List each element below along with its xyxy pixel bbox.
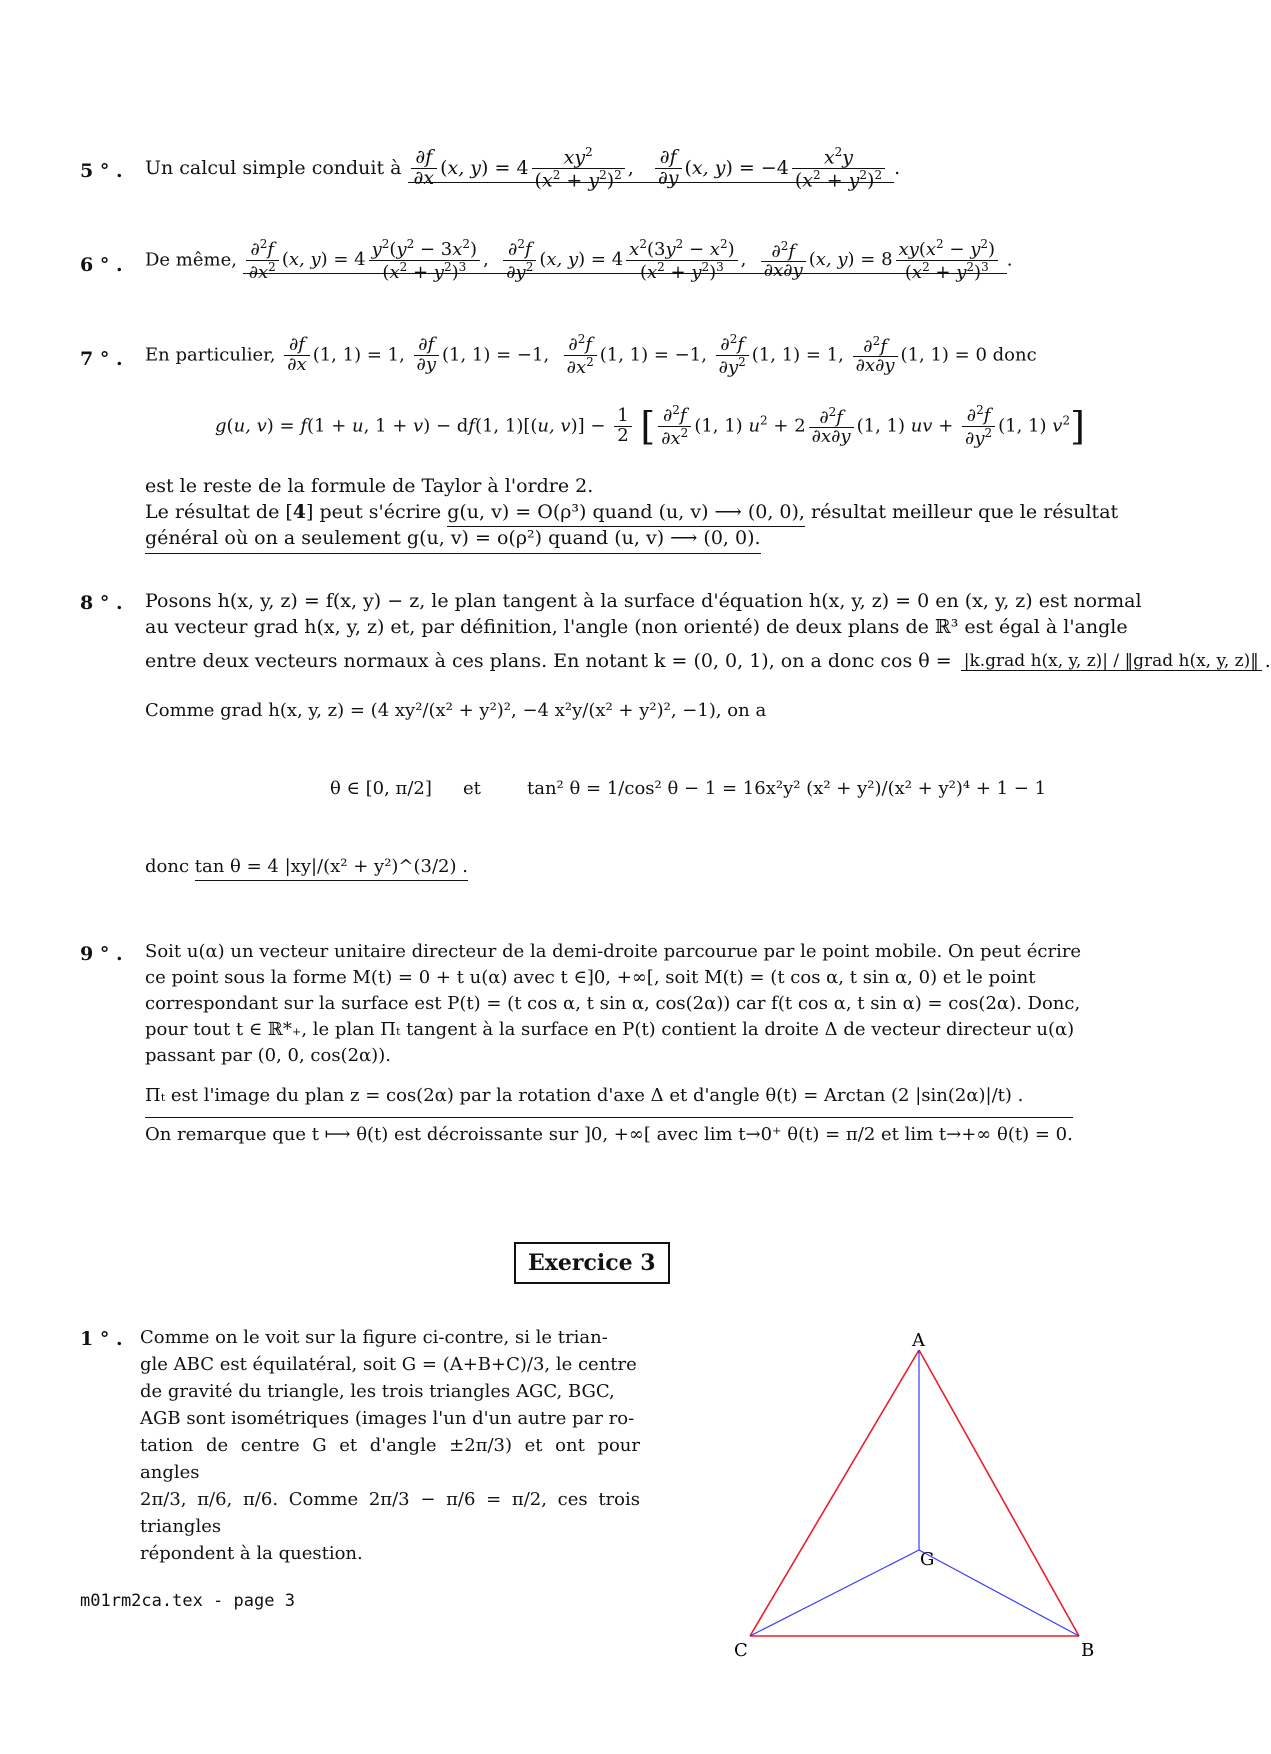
item-9-line: Soit u(α) un vecteur unitaire directeur de la demi-droite parcourue par le point mobile. On peut écrire	[145, 941, 1082, 962]
label-G: G	[920, 1549, 935, 1570]
item-7-text: En particulier,	[145, 344, 276, 366]
item-9	[145, 939, 1092, 1148]
item-9-line: correspondant sur la surface est P(t) = (t cos α, t sin α, cos(2α)) car f(t cos α, t sin α) = cos(2α). Donc,	[145, 993, 1081, 1014]
item-7-line: Le résultat de [4] peut s'écrire g(u, v) = O(ρ³) quand (u, v) ⟶ (0, 0), résultat meilleur que le résultat	[145, 499, 1092, 525]
label-A: A	[912, 1330, 925, 1351]
exercise-item-1-number: 1 ° .	[80, 1328, 123, 1350]
item-7-line: est le reste de la formule de Taylor à l'ordre 2.	[145, 475, 594, 497]
item-8-line: entre deux vecteurs normaux à ces plans. En notant k = (0, 0, 1), on a donc cos θ = |k.grad h(x, y, z)| / ‖grad h(x, y, z)‖ .	[145, 650, 1271, 672]
exercise-title: Exercice 3	[514, 1242, 670, 1284]
item-7-conclusion	[145, 473, 1119, 551]
item-5-formula: $\frac{\partial f}{\partial x}$ (x, y) = 4 $\frac{xy^2}{(x^2 + y^2)^2}$ , $\frac{\partial f}{\partial y}$ (x, y) = −4 $\frac{x^2y}{(x^2 + y^2)^2}$	[408, 157, 895, 183]
triangle-figure	[720, 1330, 1120, 1670]
item-9-line: pour tout t ∈ ℝ*₊, le plan Πₜ tangent à la surface en P(t) contient la droite Δ de vecteur directeur u(α)	[145, 1019, 1075, 1040]
item-8-line: Posons h(x, y, z) = f(x, y) − z, le plan tangent à la surface d'équation h(x, y, z) = 0 en (x, y, z) est normal	[145, 590, 1142, 612]
item-9-number: 9 ° .	[80, 943, 123, 965]
item-8-theta-range: θ ∈ [0, π/2]	[330, 778, 432, 799]
item-9-line: On remarque que t ⟼ θ(t) est décroissante sur ]0, +∞[ avec lim t→0⁺ θ(t) = π/2 et lim t→+∞ θ(t) = 0.	[145, 1117, 1073, 1148]
exercise-line: tation de centre G et d'angle ±2π/3) et ont pour angles	[140, 1435, 640, 1483]
item-8-line: au vecteur grad h(x, y, z) et, par définition, l'angle (non orienté) de deux plans de ℝ³ est égal à l'angle	[145, 616, 1128, 638]
item-7-number: 7 ° .	[80, 348, 123, 370]
item-9-line: ce point sous la forme M(t) = 0 + t u(α) avec t ∈]0, +∞[, soit M(t) = (t cos α, t sin α, 0) et le point	[145, 967, 1036, 988]
item-8-number: 8 ° .	[80, 592, 123, 614]
item-8-tan2: tan² θ = 1/cos² θ − 1 = 16x²y² (x² + y²)/(x² + y²)⁴ + 1 − 1	[527, 778, 1047, 799]
item-5: Un calcul simple conduit à $\frac{\partial f}{\partial x}$ (x, y) = 4 $\frac{xy^2}{(x^2 + y^2)^2}$ , $\frac{\partial f}{\partial y}$ (x, y) = −4 $\frac{x^2y}{(x^2 + y^2)^2}$ .	[145, 145, 901, 192]
label-C: C	[734, 1640, 748, 1661]
item-6-formula: $\frac{\partial^2f}{\partial x^2}$ (x, y) = 4 $\frac{y^2(y^2 - 3x^2)}{(x^2 + y^2)^3}$ , $\frac{\partial^2f}{\partial y^2}$ (x, y) = 4 $\frac{x^2(3y^2 - x^2)}{(x^2 + y^2)^3}$ , $\frac{\partial^2f}{\partial x\partial y}$ (x, y) = 8 $\frac{xy(x^2 - y^2)}{(x^2 + y^2)^3}$	[243, 249, 1007, 274]
item-5-text: Un calcul simple conduit à	[145, 156, 402, 179]
item-8	[145, 588, 1271, 674]
item-9-line: Πₜ est l'image du plan z = cos(2α) par la rotation d'axe Δ et d'angle θ(t) = Arctan (2 |sin(2α)|/t) .	[145, 1085, 1024, 1106]
item-9-line: passant par (0, 0, cos(2α)).	[145, 1045, 391, 1066]
item-8-grad-line: Comme grad h(x, y, z) = (4 xy²/(x² + y²)², −4 x²y/(x² + y²)², −1), on a	[145, 700, 767, 721]
exercise-line: Comme on le voit sur la figure ci-contre, si le trian-	[140, 1327, 608, 1348]
item-8-conclusion: donc tan θ = 4 |xy|/(x² + y²)^(3/2) .	[145, 856, 468, 877]
item-7-line1: En particulier, $\frac{\partial f}{\partial x}$ (1, 1) = 1, $\frac{\partial f}{\partial y}$ (1, 1) = −1, $\frac{\partial^2f}{\partial x^2}$ (1, 1) = −1, $\frac{\partial^2f}{\partial y^2}$ (1, 1) = 1, $\frac{\partial^2f}{\partial x\partial y}$ (1, 1) = 0 donc	[145, 332, 1037, 378]
exercise-line: AGB sont isométriques (images l'un d'un autre par ro-	[140, 1408, 635, 1429]
exercise-line: 2π/3, π/6, π/6. Comme 2π/3 − π/6 = π/2, ces trois triangles	[140, 1489, 640, 1537]
exercise-line: gle ABC est équilatéral, soit G = (A+B+C)/3, le centre	[140, 1354, 637, 1375]
exercise-item-1	[140, 1324, 640, 1567]
page-footer: m01rm2ca.tex - page 3	[80, 1591, 295, 1611]
item-7-result: g(u, v) = O(ρ³) quand (u, v) ⟶ (0, 0),	[447, 501, 805, 527]
item-6-text: De même,	[145, 249, 237, 271]
item-5-number: 5 ° .	[80, 160, 123, 182]
item-6-number: 6 ° .	[80, 254, 123, 276]
item-6: De même, $\frac{\partial^2f}{\partial x^2}$ (x, y) = 4 $\frac{y^2(y^2 - 3x^2)}{(x^2 + y^2)^3}$ , $\frac{\partial^2f}{\partial y^2}$ (x, y) = 4 $\frac{x^2(3y^2 - x^2)}{(x^2 + y^2)^3}$ , $\frac{\partial^2f}{\partial x\partial y}$ (x, y) = 8 $\frac{xy(x^2 - y^2)}{(x^2 + y^2)^3}$ .	[145, 237, 1013, 283]
exercise-line: répondent à la question.	[140, 1543, 363, 1564]
item-7-line: général où on a seulement g(u, v) = o(ρ²) quand (u, v) ⟶ (0, 0).	[145, 525, 1092, 551]
label-B: B	[1081, 1640, 1095, 1661]
item-8-et: et	[463, 778, 481, 799]
item-7-taylor-formula: g(u, v) = f(1 + u, 1 + v) − df(1, 1)[(u, v)] − $\frac{1}{2}$ [ $\frac{\partial^2f}{\partial x^2}$ (1, 1) $u^2 + 2$ $\frac{\partial^2f}{\partial x\partial y}$ (1, 1) uv + $\frac{\partial^2f}{\partial y^2}$ (1, 1) $v^2$]	[215, 403, 1085, 449]
item-8-tan-result: tan θ = 4 |xy|/(x² + y²)^(3/2) .	[195, 856, 468, 881]
exercise-line: de gravité du triangle, les trois triangles AGC, BGC,	[140, 1381, 615, 1402]
